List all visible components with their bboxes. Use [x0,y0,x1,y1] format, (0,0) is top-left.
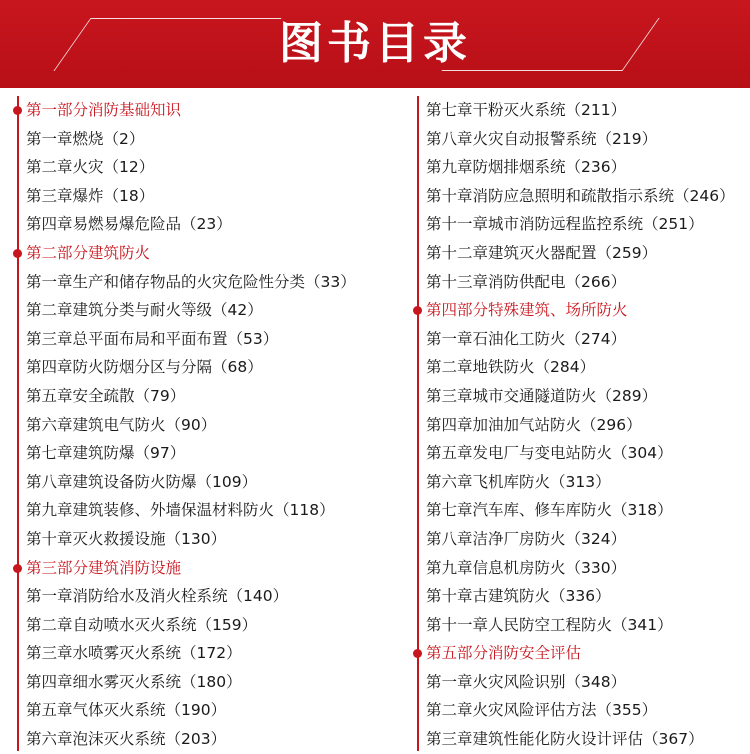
toc-chapter-entry: 第五章安全疏散（79） [26,386,186,405]
toc-part-heading: 第三部分建筑消防设施 [26,554,404,583]
toc-chapter-entry: 第十一章城市消防远程监控系统（251） [426,215,704,234]
toc-chapter-entry: 第十二章建筑灭火器配置（259） [426,243,658,262]
toc-chapter-entry: 第一章燃烧（2） [26,129,145,148]
toc-part-heading: 第二部分建筑防火 [26,239,404,268]
timeline-line-left [17,96,19,751]
toc-chapter-entry: 第一章火灾风险识别（348） [426,672,627,691]
toc-part-heading: 第一部分消防基础知识 [26,96,404,125]
toc-chapter-entry: 第一章消防给水及消火栓系统（140） [26,587,289,606]
toc-chapter-entry: 第七章建筑防爆（97） [26,444,186,463]
toc-right-column [426,96,746,754]
toc-chapter-entry: 第五章发电厂与变电站防火（304） [426,444,673,463]
toc-chapter-entry: 第九章信息机房防火（330） [426,558,627,577]
toc-chapter-entry: 第四章细水雾灭火系统（180） [26,672,242,691]
toc-chapter-entry: 第四章防火防烟分区与分隔（68） [26,358,263,377]
toc-chapter-entry: 第二章建筑分类与耐火等级（42） [26,301,263,320]
toc-chapter-entry: 第七章汽车库、修车库防火（318） [426,501,673,520]
toc-chapter-entry: 第二章地铁防火（284） [426,358,596,377]
toc-chapter-entry: 第三章城市交通隧道防火（289） [426,386,658,405]
toc-chapter-entry: 第六章建筑电气防火（90） [26,415,217,434]
toc-chapter-entry: 第六章飞机库防火（313） [426,472,611,491]
page-title: 图书目录 [279,18,471,69]
toc-chapter-entry: 第十三章消防供配电（266） [426,272,627,291]
toc-chapter-entry: 第六章泡沫灭火系统（203） [26,730,227,749]
toc-chapter-entry: 第五章气体灭火系统（190） [26,701,227,720]
toc-chapter-entry: 第十一章人民防空工程防火（341） [426,615,673,634]
toc-chapter-entry: 第九章防烟排烟系统（236） [426,158,627,177]
toc-chapter-entry: 第一章生产和储存物品的火灾危险性分类（33） [26,272,356,291]
toc-chapter-entry: 第十章古建筑防火（336） [426,587,611,606]
toc-chapter-entry: 第三章爆炸（18） [26,186,155,205]
toc-chapter-entry: 第三章总平面布局和平面布置（53） [26,329,279,348]
toc-chapter-entry: 第十章灭火救援设施（130） [26,529,227,548]
toc-part-heading: 第四部分特殊建筑、场所防火 [426,296,746,325]
toc-left-column [26,96,404,754]
toc-chapter-entry: 第十章消防应急照明和疏散指示系统（246） [426,186,735,205]
toc-chapter-entry: 第二章火灾风险评估方法（355） [426,701,658,720]
toc-chapter-entry: 第四章易燃易爆危险品（23） [26,215,232,234]
toc-chapter-entry: 第三章建筑性能化防火设计评估（367） [426,730,704,749]
title-banner [0,0,750,88]
toc-chapter-entry: 第八章火灾自动报警系统（219） [426,129,658,148]
toc-part-heading: 第五部分消防安全评估 [426,639,746,668]
toc-chapter-entry: 第七章干粉灭火系统（211） [426,101,627,119]
toc-chapter-entry: 第四章加油加气站防火（296） [426,415,642,434]
toc-chapter-entry: 第八章洁净厂房防火（324） [426,529,627,548]
toc-chapter-entry: 第三章水喷雾灭火系统（172） [26,644,242,663]
toc-chapter-entry: 第二章火灾（12） [26,158,155,177]
toc-chapter-entry: 第一章石油化工防火（274） [426,329,627,348]
toc-chapter-entry: 第二章自动喷水灭火系统（159） [26,615,258,634]
toc-chapter-entry: 第九章建筑装修、外墙保温材料防火（118） [26,501,335,520]
toc-chapter-entry: 第八章建筑设备防火防爆（109） [26,472,258,491]
